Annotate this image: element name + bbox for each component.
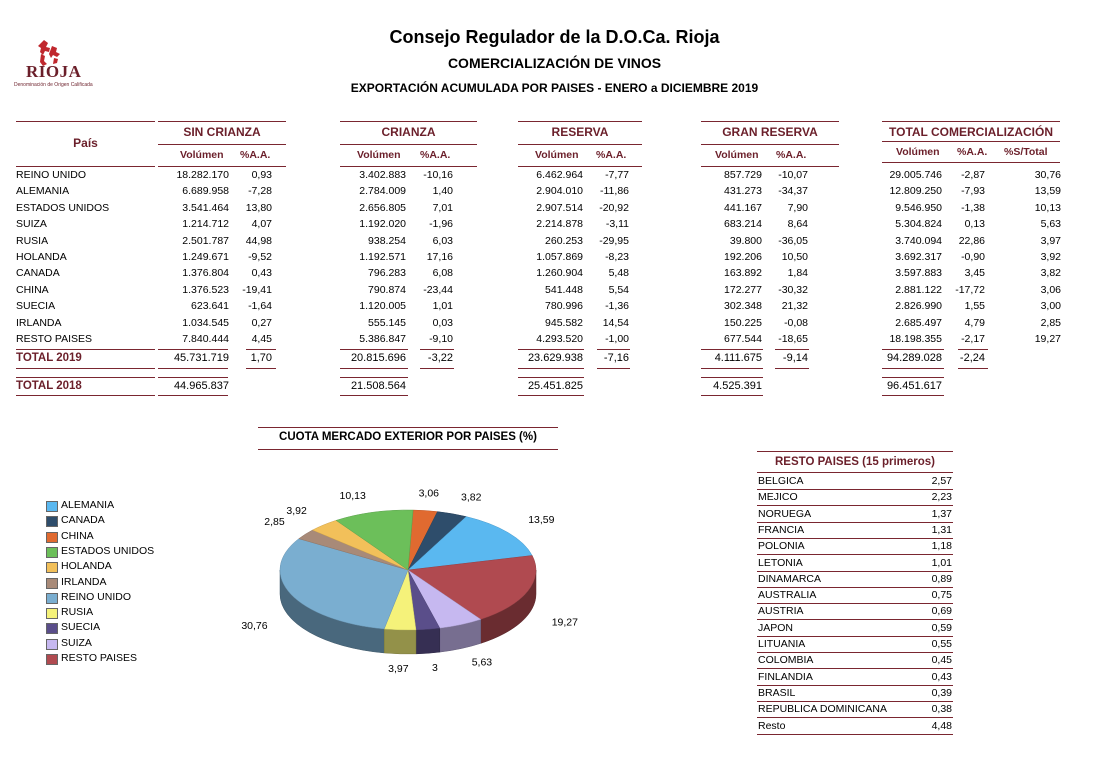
cell-value: -9,10: [429, 333, 453, 345]
cell-value: 2.784.009: [359, 185, 406, 198]
cell-value: 2.501.787: [182, 234, 229, 247]
resto-row: [757, 506, 953, 523]
resto-row: [757, 473, 953, 490]
pie-data-label: 5,63: [471, 656, 493, 669]
cell-value: 2.656.805: [359, 201, 406, 214]
country-name: CANADA: [16, 267, 60, 280]
total-2019-label: TOTAL 2019: [16, 352, 82, 364]
resto-country: COLOMBIA: [758, 654, 814, 667]
pie-data-label: 2,85: [264, 516, 285, 529]
cell-value: 2,85: [1040, 316, 1061, 329]
cell-value: 790.874: [368, 283, 406, 296]
cell-value: 780.996: [545, 300, 583, 313]
cell-value: 5.304.824: [895, 218, 942, 231]
country-name: RESTO PAISES: [16, 333, 93, 345]
table-row: [0, 169, 1109, 185]
pie-data-label: 19,27: [551, 616, 578, 629]
cell-value: 6,08: [432, 267, 453, 280]
cell-value: 30,76: [1034, 169, 1061, 181]
cell-value: 6.462.964: [536, 169, 583, 181]
cell-value: 23.629.938: [527, 352, 583, 364]
cell-value: 431.273: [724, 185, 762, 198]
cell-value: 0,03: [432, 316, 453, 329]
cell-value: 9.546.950: [895, 201, 942, 214]
cell-value: 0,93: [251, 169, 272, 181]
country-name: ESTADOS UNIDOS: [16, 201, 110, 214]
legend-label: SUECIA: [61, 621, 101, 634]
cell-value: 10,50: [781, 251, 808, 263]
cell-value: 441.167: [724, 201, 762, 214]
legend-swatch: [46, 516, 58, 527]
cell-value: 8,64: [787, 218, 808, 231]
table-row: [0, 267, 1109, 283]
cell-value: 1.260.904: [536, 267, 583, 280]
cell-value: 96.451.617: [886, 380, 942, 392]
cell-value: 3.597.883: [895, 267, 942, 280]
resto-country: JAPON: [758, 621, 794, 634]
cell-value: 7,01: [432, 201, 453, 214]
legend-swatch: [46, 654, 58, 665]
resto-row: [757, 587, 953, 604]
cell-value: 1.057.869: [536, 251, 583, 263]
col-header-volumen: Volúmen: [357, 149, 401, 161]
cell-value: 22,86: [958, 234, 985, 247]
resto-row: [757, 522, 953, 539]
cell-value: 7,90: [787, 201, 808, 214]
legend-swatch: [46, 547, 58, 558]
table-row: [0, 300, 1109, 316]
cell-value: 938.254: [368, 234, 406, 247]
cell-value: 623.641: [191, 300, 229, 313]
table-row: [0, 251, 1109, 267]
cell-value: 1,01: [432, 300, 453, 313]
country-name: HOLANDA: [16, 251, 67, 263]
cell-value: 1.034.545: [182, 316, 229, 329]
resto-row: [757, 685, 953, 702]
pie-data-label: 3,06: [418, 487, 440, 500]
cell-value: 3,97: [1040, 234, 1061, 247]
cell-value: 3,92: [1040, 251, 1061, 263]
col-header-volumen: Volúmen: [535, 149, 579, 161]
cell-value: 1,70: [250, 352, 272, 364]
cell-value: -7,77: [605, 169, 629, 181]
pie-data-label: 3: [432, 662, 438, 675]
cell-value: 1.214.712: [182, 218, 229, 231]
pie-slice-side: [416, 628, 440, 654]
cell-value: 302.348: [724, 300, 762, 313]
cell-value: -7,16: [603, 352, 629, 364]
group-gran-reserva: GRAN RESERVA: [722, 125, 818, 139]
pie-chart-title: CUOTA MERCADO EXTERIOR POR PAISES (%): [279, 431, 537, 443]
cell-value: 21,32: [781, 300, 808, 313]
cell-value: -1,36: [605, 300, 629, 313]
table-row: [0, 218, 1109, 234]
cell-value: 4,79: [964, 316, 985, 329]
legend-swatch: [46, 608, 58, 619]
resto-row: [757, 538, 953, 555]
cell-value: 1.249.671: [182, 251, 229, 263]
cell-value: -1,38: [961, 201, 985, 214]
pie-data-label: 13,59: [528, 514, 555, 527]
cell-value: -7,93: [961, 185, 985, 198]
cell-value: 1,40: [432, 185, 453, 198]
cell-value: 172.277: [724, 283, 762, 296]
page-subtitle: COMERCIALIZACIÓN DE VINOS: [447, 55, 662, 71]
cell-value: 0,13: [964, 218, 985, 231]
cell-value: 2.907.514: [536, 201, 583, 214]
cell-value: 19,27: [1034, 333, 1061, 345]
legend-label: RUSIA: [61, 606, 94, 619]
resto-value: 0,38: [931, 703, 952, 716]
cell-value: -30,32: [778, 283, 808, 296]
cell-value: 14,54: [602, 316, 629, 329]
group-crianza: CRIANZA: [381, 125, 436, 139]
cell-value: 5,54: [608, 283, 629, 296]
cell-value: 555.145: [368, 316, 406, 329]
cell-value: 945.582: [545, 316, 583, 329]
resto-country: DINAMARCA: [758, 572, 822, 585]
pie-data-label: 3,97: [388, 662, 409, 675]
cell-value: -8,23: [605, 251, 629, 263]
cell-value: -1,64: [248, 300, 272, 313]
cell-value: 44,98: [245, 234, 272, 247]
cell-value: -1,00: [605, 333, 629, 345]
col-header-s-total: %S/Total: [1004, 146, 1048, 158]
cell-value: 677.544: [724, 333, 762, 345]
cell-value: 3.541.464: [182, 201, 229, 214]
cell-value: 5,48: [608, 267, 629, 280]
resto-country: NORUEGA: [758, 507, 812, 520]
cell-value: 3.402.883: [359, 169, 406, 181]
resto-value: 0,89: [931, 572, 952, 585]
col-header-volumen: Volúmen: [896, 146, 940, 158]
cell-value: 163.892: [724, 267, 762, 280]
cell-value: 1.376.523: [182, 283, 229, 296]
cell-value: 2.214.878: [536, 218, 583, 231]
country-name: RUSIA: [16, 234, 49, 247]
pie-data-label: 30,76: [241, 620, 268, 633]
table-row: [0, 284, 1109, 300]
cell-value: -2,17: [961, 333, 985, 345]
legend-label: CANADA: [61, 514, 105, 527]
cell-value: 1,84: [787, 267, 808, 280]
group-total-comercializacion: TOTAL COMERCIALIZACIÓN: [889, 125, 1053, 139]
table-row: [0, 235, 1109, 251]
total-2018-label: TOTAL 2018: [16, 380, 82, 392]
cell-value: 4,45: [251, 333, 272, 345]
group-sin-crianza: SIN CRIANZA: [183, 125, 261, 139]
cell-value: 4.525.391: [713, 380, 762, 392]
cell-value: 29.005.746: [889, 169, 942, 181]
legend-label: SUIZA: [61, 636, 92, 649]
cell-value: -36,05: [778, 234, 808, 247]
cell-value: -3,11: [605, 218, 629, 231]
page-subtitle-2: EXPORTACIÓN ACUMULADA POR PAISES - ENERO a DICIEMBRE 2019: [350, 81, 759, 95]
cell-value: 10,13: [1034, 201, 1061, 214]
cell-value: 17,16: [426, 251, 453, 263]
cell-value: 13,59: [1034, 185, 1061, 198]
pie-data-label: 3,82: [461, 491, 482, 504]
cell-value: 541.448: [545, 283, 583, 296]
legend-label: HOLANDA: [61, 560, 112, 573]
cell-value: -20,92: [599, 201, 629, 214]
resto-country: LITUANIA: [758, 638, 806, 650]
cell-value: 2.685.497: [895, 316, 942, 329]
cell-value: 857.729: [724, 169, 762, 181]
cell-value: 13,80: [245, 201, 272, 214]
legend-label: RESTO PAISES: [61, 652, 138, 664]
pie-chart: [230, 470, 600, 700]
resto-country: MEJICO: [758, 491, 798, 504]
cell-value: 150.225: [724, 316, 762, 329]
resto-value: 2,23: [931, 491, 952, 504]
resto-value: 0,39: [931, 686, 952, 699]
cell-value: 25.451.825: [527, 380, 583, 392]
logo-subtext: Denominación de Origen Calificada: [14, 82, 93, 88]
cell-value: 0,43: [251, 267, 272, 280]
cell-value: 796.283: [368, 267, 406, 280]
resto-value: 2,57: [931, 475, 952, 487]
cell-value: 1.192.020: [359, 218, 406, 231]
legend-label: ALEMANIA: [61, 499, 115, 511]
col-header-aa: %A.A.: [420, 149, 451, 161]
resto-row: [757, 636, 953, 653]
resto-country: FINLANDIA: [758, 670, 813, 683]
legend-swatch: [46, 623, 58, 634]
country-name: SUECIA: [16, 300, 56, 313]
cell-value: 4.293.520: [536, 333, 583, 345]
resto-value: 0,43: [931, 670, 952, 683]
cell-value: 6,03: [432, 234, 453, 247]
country-name: SUIZA: [16, 218, 47, 231]
cell-value: 18.198.355: [889, 333, 942, 345]
country-name: REINO UNIDO: [16, 169, 87, 181]
country-name: IRLANDA: [16, 316, 62, 329]
cell-value: -19,41: [242, 283, 272, 296]
cell-value: -9,52: [248, 251, 272, 263]
cell-value: 39.800: [729, 234, 762, 247]
resto-paises-title: RESTO PAISES (15 primeros): [775, 456, 935, 468]
cell-value: 3,00: [1040, 300, 1061, 313]
cell-value: 192.206: [724, 251, 762, 263]
legend-swatch: [46, 501, 58, 512]
resto-country: LETONIA: [758, 556, 803, 569]
resto-country: AUSTRALIA: [758, 589, 817, 602]
cell-value: 2.881.122: [895, 283, 942, 296]
legend-label: IRLANDA: [61, 575, 107, 588]
cell-value: 5,63: [1040, 218, 1061, 231]
table-row: [0, 202, 1109, 218]
resto-value: 0,69: [931, 605, 952, 618]
resto-country: POLONIA: [758, 540, 805, 553]
resto-row: [757, 571, 953, 588]
resto-country: Resto: [758, 719, 786, 732]
cell-value: 1,55: [964, 300, 985, 313]
cell-value: 3,06: [1040, 283, 1061, 296]
cell-value: -10,07: [778, 169, 808, 181]
resto-value: 0,75: [931, 589, 952, 602]
resto-row: [757, 718, 953, 735]
resto-country: FRANCIA: [758, 523, 805, 536]
cell-value: -7,28: [248, 185, 272, 198]
cell-value: -3,22: [427, 352, 453, 364]
resto-country: BRASIL: [758, 686, 796, 699]
resto-country: REPUBLICA DOMINICANA: [758, 703, 887, 716]
logo-text: RIOJA: [26, 62, 82, 81]
country-name: ALEMANIA: [16, 185, 70, 198]
cell-value: 1.376.804: [182, 267, 229, 280]
cell-value: 6.689.958: [182, 185, 229, 198]
col-header-volumen: Volúmen: [180, 149, 224, 161]
resto-value: 4,48: [931, 719, 952, 732]
cell-value: 4.111.675: [714, 352, 762, 364]
cell-value: 21.508.564: [350, 380, 406, 392]
col-header-aa: %A.A.: [957, 146, 988, 158]
cell-value: 12.809.250: [889, 185, 942, 198]
resto-value: 0,55: [931, 638, 952, 650]
resto-country: BELGICA: [758, 475, 804, 487]
cell-value: 260.253: [545, 234, 583, 247]
resto-value: 1,37: [931, 507, 952, 520]
legend-label: ESTADOS UNIDOS: [61, 544, 155, 557]
legend-label: REINO UNIDO: [61, 590, 132, 603]
cell-value: 94.289.028: [886, 352, 942, 364]
legend-swatch: [46, 532, 58, 543]
resto-row: [757, 620, 953, 637]
cell-value: 683.214: [724, 218, 762, 231]
resto-row: [757, 652, 953, 669]
legend-swatch: [46, 578, 58, 589]
resto-row: [757, 603, 953, 620]
cell-value: 1.192.571: [359, 251, 406, 263]
resto-value: 1,18: [931, 540, 952, 553]
col-header-aa: %A.A.: [596, 149, 627, 161]
resto-value: 1,31: [931, 523, 952, 536]
cell-value: 44.965.837: [173, 380, 229, 392]
legend-swatch: [46, 593, 58, 604]
legend-label: CHINA: [61, 529, 94, 542]
page-title: Consejo Regulador de la D.O.Ca. Rioja: [389, 27, 720, 47]
pais-header: País: [73, 136, 98, 150]
cell-value: 1.120.005: [359, 300, 406, 313]
table-row: [0, 333, 1109, 349]
resto-row: [757, 701, 953, 718]
col-header-aa: %A.A.: [776, 149, 807, 161]
country-name: CHINA: [16, 283, 49, 296]
cell-value: 45.731.719: [173, 352, 229, 364]
cell-value: -18,65: [778, 333, 808, 345]
total-2019-row: [0, 352, 1109, 368]
total-2018-row: [0, 380, 1109, 396]
cell-value: 3.692.317: [895, 251, 942, 263]
resto-country: AUSTRIA: [758, 605, 804, 618]
cell-value: 0,27: [251, 316, 272, 329]
cell-value: 4,07: [251, 218, 272, 231]
cell-value: 2.904.010: [536, 185, 583, 198]
resto-value: 0,45: [931, 654, 952, 667]
cell-value: 2.826.990: [895, 300, 942, 313]
table-row: [0, 185, 1109, 201]
resto-row: [757, 669, 953, 686]
cell-value: -11,86: [600, 185, 629, 198]
col-header-volumen: Volúmen: [715, 149, 759, 161]
cell-value: 3,45: [964, 267, 985, 280]
pie-data-label: 3,92: [286, 504, 307, 517]
cell-value: -17,72: [955, 283, 985, 296]
group-reserva: RESERVA: [551, 125, 609, 139]
cell-value: -0,90: [961, 251, 985, 263]
resto-value: 0,59: [931, 621, 952, 634]
cell-value: 5.386.847: [359, 333, 406, 345]
legend-swatch: [46, 639, 58, 650]
cell-value: 20.815.696: [350, 352, 406, 364]
pie-slice-side: [384, 629, 416, 654]
col-header-aa: %A.A.: [240, 149, 271, 161]
cell-value: 3,82: [1040, 267, 1061, 280]
cell-value: -23,44: [423, 283, 453, 296]
cell-value: -10,16: [423, 169, 453, 181]
resto-value: 1,01: [931, 556, 952, 569]
cell-value: -29,95: [599, 234, 629, 247]
table-row: [0, 317, 1109, 333]
resto-row: [757, 555, 953, 572]
cell-value: -0,08: [784, 316, 808, 329]
cell-value: -34,37: [778, 185, 808, 198]
cell-value: -2,24: [959, 352, 985, 364]
legend-swatch: [46, 562, 58, 573]
cell-value: 7.840.444: [182, 333, 229, 345]
cell-value: -9,14: [782, 352, 808, 364]
cell-value: 3.740.094: [895, 234, 942, 247]
cell-value: 18.282.170: [176, 169, 229, 181]
cell-value: -1,96: [429, 218, 453, 231]
resto-row: [757, 489, 953, 506]
cell-value: -2,87: [961, 169, 985, 181]
pie-data-label: 10,13: [339, 489, 366, 502]
